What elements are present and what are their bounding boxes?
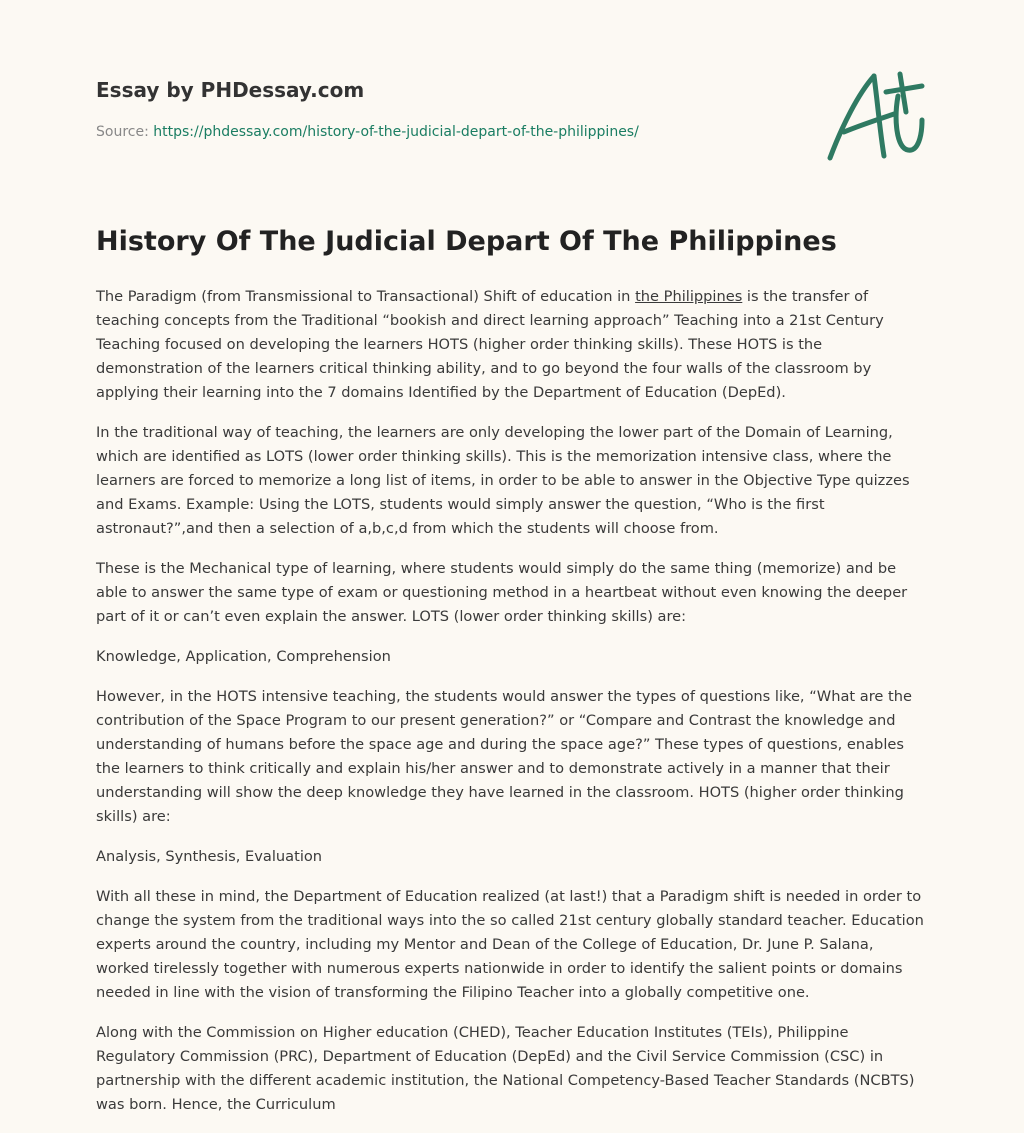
article-body xyxy=(96,285,928,1133)
source-label: Source: xyxy=(96,124,149,140)
paragraph-5: However, in the HOTS intensive teaching, the students would answer the types of questions like, “What are the contribution of the Space Program to our present generation?” or “Compare and Contrast the knowledge and understanding of humans before the space age and during the space age?” These types of questions, enables the learners to think critically and explain his/her answer and to demonstrate actively in a manner that their understanding will show the deep knowledge they have learned in the classroom. HOTS (higher order thinking skills) are: xyxy=(96,688,912,825)
paragraph-8: Along with the Commission on Higher education (CHED), Teacher Education Institutes (TEIs), Philippine Regulatory Commission (PRC), Department of Education (DepEd) and the Civil Service Commission (CSC) in partnership with the different academic institution, the National Competency-Based Teacher Standards (NCBTS) was born. Hence, the Curriculum xyxy=(96,1024,915,1113)
a-plus-logo-icon xyxy=(822,66,932,166)
philippines-link[interactable]: the Philippines xyxy=(635,288,743,305)
hots-list: Analysis, Synthesis, Evaluation xyxy=(96,848,323,865)
source-link[interactable]: https://phdessay.com/history-of-the-judicial-depart-of-the-philippines/ xyxy=(153,124,639,140)
paragraph-3: These is the Mechanical type of learning, where students would simply do the same thing (memorize) and be able to answer the same type of exam or questioning method in a heartbeat without even knowing the deeper part of it or can’t even explain the answer. LOTS (lower order thinking skills) are: xyxy=(96,560,908,625)
paragraph-2: In the traditional way of teaching, the learners are only developing the lower part of the Domain of Learning, which are identified as LOTS (lower order thinking skills). This is the memorization intensive class, where the learners are forced to memorize a long list of items, in order to be able to answer in the Objective Type quizzes and Exams. Example: Using the LOTS, students would simply answer the question, “Who is the first astronaut?”,and then a selection of a,b,c,d from which the students will choose from. xyxy=(96,424,910,537)
source-line xyxy=(96,124,639,140)
page-title: History Of The Judicial Depart Of The Philippines xyxy=(96,226,837,257)
site-brand: Essay by PHDessay.com xyxy=(96,78,365,102)
paragraph-7: With all these in mind, the Department of Education realized (at last!) that a Paradigm shift is needed in order to change the system from the traditional ways into the so called 21st century globally standard teacher. Education experts around the country, including my Mentor and Dean of the College of Education, Dr. June P. Salana, worked tirelessly together with numerous experts nationwide in order to identify the salient points or domains needed in line with the vision of transforming the Filipino Teacher into a globally competitive one. xyxy=(96,888,924,1001)
paragraph-1 xyxy=(96,285,928,405)
paragraph-1-end: is the transfer of teaching concepts from the Traditional “bookish and direct learning approach” Teaching into a 21st Century Teaching focused on developing the learners HOTS (higher order thinking skills). These HOTS is the demonstration of the learners critical thinking ability, and to go beyond the four walls of the classroom by applying their learning into the 7 domains Identified by the Department of Education (DepEd). xyxy=(96,288,884,401)
paragraph-1-start: The Paradigm (from Transmissional to Transactional) Shift of education in xyxy=(96,288,636,305)
lots-list: Knowledge, Application, Comprehension xyxy=(96,648,391,665)
